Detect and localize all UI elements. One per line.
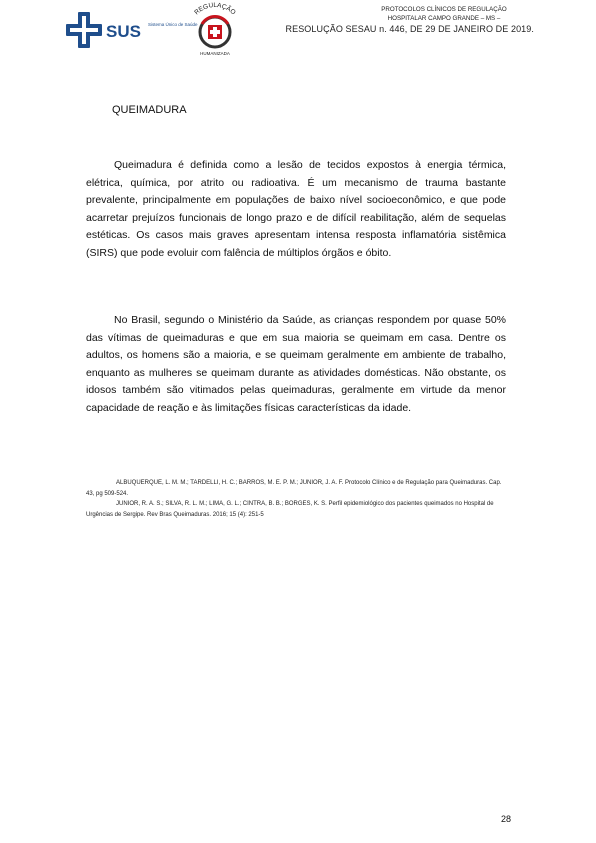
paragraph-definition: Queimadura é definida como a lesão de tecidos expostos à energia térmica, elétrica, química, por atrito ou radioativa. É um mecanismo de trauma bastante prevalente, principalmente em populações de baixo nível socioeconômico, e que pode acarretar prejuízos funcionais de longo prazo e de difícil reabilitação, além de sequelas estéticas. Os casos mais graves apresentam intensa resposta inflamatória sistêmica (SIRS) que pode evoluir com falência de múltiplos órgãos e óbito.: [86, 159, 506, 259]
header-caption: [234, 5, 534, 34]
paragraph-epidemiology: No Brasil, segundo o Ministério da Saúde, as crianças respondem por quase 50% das vítimas de queimaduras e que em sua maioria se queimam em casa. Dentre os adultos, os homens são a maioria, e se queimam geralmente em ambiente de trabalho, enquanto as mulheres se queimam durante as atividades domésticas. Não obstante, os idosos também são vitimados pelas queimaduras, geralmente em virtude da menor capacidade de reação e às limitações físicas características da idade.: [86, 314, 506, 414]
sus-logo-subtext: Sistema Único de Saúde: [148, 22, 198, 27]
regulacao-logo-bottom: HUMANIZADA: [200, 51, 230, 56]
reference-item: ALBUQUERQUE, L. M. M.; TARDELLI, H. C.; BARROS, M. E. P. M.; JUNIOR, J. A. F. Protocolo Clínico e de Regulação para Queimaduras. Cap. 43, pg 509-524.: [86, 480, 502, 497]
reference-item: JUNIOR, R. A. S.; SILVA, R. L. M.; LIMA, G. L.; CINTRA, B. B.; BORGES, K. S. Perfil epidemiológico dos pacientes queimados no Hospital de Urgências de Sergipe. Rev Bras Queimaduras. 2016; 15 (4): 251-5: [86, 501, 494, 518]
references: [86, 478, 506, 520]
page-header: [0, 0, 596, 60]
regulacao-logo-text: REGULAÇÃO: [193, 1, 237, 17]
section-title: QUEIMADURA: [112, 104, 187, 116]
sus-logo: [66, 10, 198, 50]
header-line-2: HOSPITALAR CAMPO GRANDE – MS –: [387, 15, 501, 22]
sus-logo-text: SUS: [106, 22, 141, 41]
header-resolution: RESOLUÇÃO SESAU n. 446, DE 29 DE JANEIRO DE 2019.: [285, 24, 534, 34]
header-line-1: PROTOCOLOS CLÍNICOS DE REGULAÇÃO: [381, 6, 507, 13]
svg-text:REGULAÇÃO: [193, 2, 236, 16]
page-number: 28: [500, 814, 511, 824]
